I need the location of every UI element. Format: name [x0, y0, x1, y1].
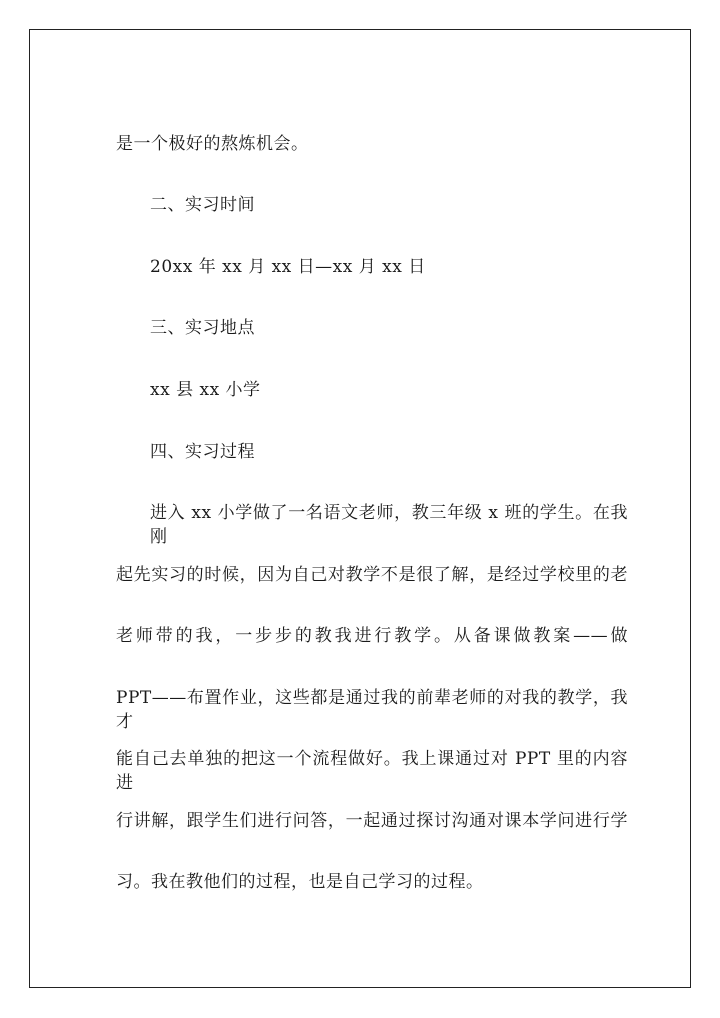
paragraph-line-process-4: PPT——布置作业，这些都是通过我的前辈老师的对我的教学，我才 — [116, 688, 628, 732]
section-heading-time: 二、实习时间 — [150, 195, 255, 215]
paragraph-line-process-3: 老师带的我，一步步的教我进行教学。从备课做教案——做 — [116, 626, 628, 646]
paragraph-line-process-2: 起先实习的时候，因为自己对教学不是很了解，是经过学校里的老 — [116, 565, 628, 585]
paragraph-line-process-6: 行讲解，跟学生们进行问答，一起通过探讨沟通对课本学问进行学 — [116, 811, 628, 831]
paragraph-line-process-1: 进入 xx 小学做了一名语文老师，教三年级 x 班的学生。在我刚 — [150, 503, 628, 547]
paragraph-line-1: 是一个极好的熬炼机会。 — [116, 134, 309, 154]
section-heading-location: 三、实习地点 — [150, 318, 255, 338]
paragraph-line-process-7: 习。我在教他们的过程，也是自己学习的过程。 — [116, 872, 484, 892]
internship-location: xx 县 xx 小学 — [150, 380, 261, 400]
internship-date-range: 20xx 年 xx 月 xx 日—xx 月 xx 日 — [150, 257, 426, 277]
paragraph-line-process-5: 能自己去单独的把这一个流程做好。我上课通过对 PPT 里的内容进 — [116, 749, 628, 793]
section-heading-process: 四、实习过程 — [150, 442, 255, 462]
